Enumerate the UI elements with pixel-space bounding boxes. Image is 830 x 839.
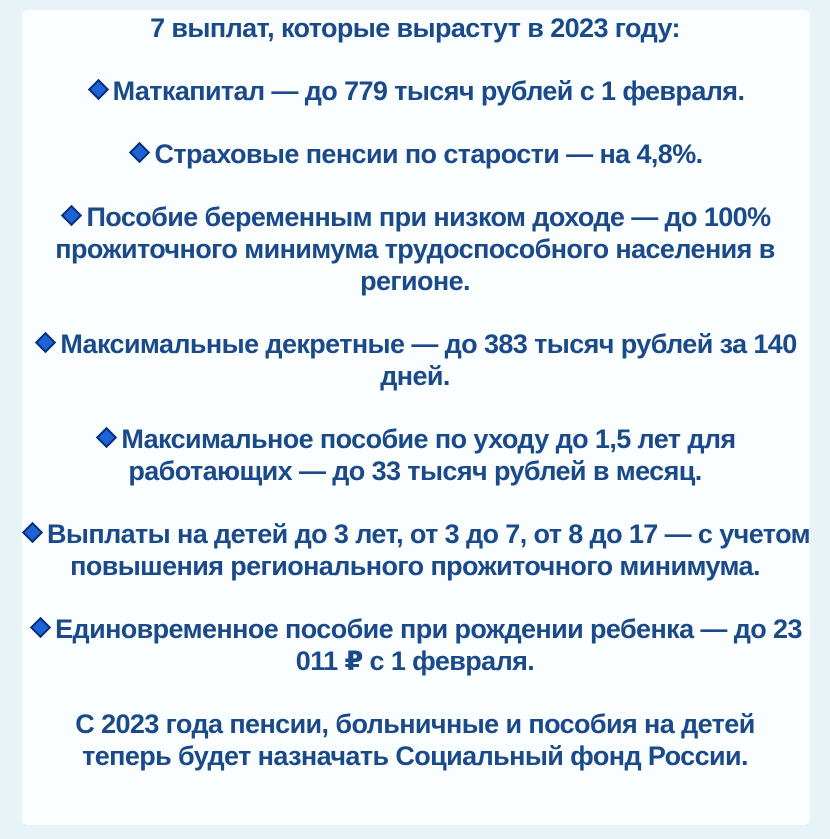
list-item-text: Максимальные декретные — до 383 тысяч рублей за 140 дней.	[60, 329, 797, 391]
diamond-bullet-icon	[35, 332, 56, 353]
page-title: 7 выплат, которые вырастут в 2023 году:	[150, 13, 680, 43]
document-body	[0, 12, 830, 772]
list-item-text: Пособие беременным при низком доходе — до 100% прожиточного минимума трудоспособного населения в регионе.	[55, 202, 775, 296]
list-item-text: Страховые пенсии по старости — на 4,8%.	[154, 139, 703, 169]
diamond-bullet-icon	[129, 142, 150, 163]
list-item-text: Маткапитал — до 779 тысяч рублей с 1 февраля.	[112, 76, 745, 106]
list-item	[0, 138, 830, 170]
list-item	[0, 201, 830, 297]
list-item-text: Максимальное пособие по уходу до 1,5 лет для работающих — до 33 тысяч рублей в месяц.	[121, 424, 736, 486]
list-item	[0, 328, 830, 392]
diamond-bullet-icon	[61, 205, 82, 226]
list-item	[0, 518, 830, 582]
list-item	[0, 75, 830, 107]
footer-note: С 2023 года пенсии, больничные и пособия на детей теперь будет назначать Социальный фонд России.	[75, 709, 755, 771]
list-item	[0, 423, 830, 487]
list-item	[0, 613, 830, 677]
diamond-bullet-icon	[22, 522, 43, 543]
list-item-text: Единовременное пособие при рождении ребенка — до 23 011 ₽ с 1 февраля.	[55, 614, 802, 676]
diamond-bullet-icon	[88, 79, 109, 100]
diamond-bullet-icon	[96, 427, 117, 448]
list-item-text: Выплаты на детей до 3 лет, от 3 до 7, от 8 до 17 — с учетом повышения регионального прожиточного минимума.	[47, 519, 810, 581]
diamond-bullet-icon	[30, 617, 51, 638]
